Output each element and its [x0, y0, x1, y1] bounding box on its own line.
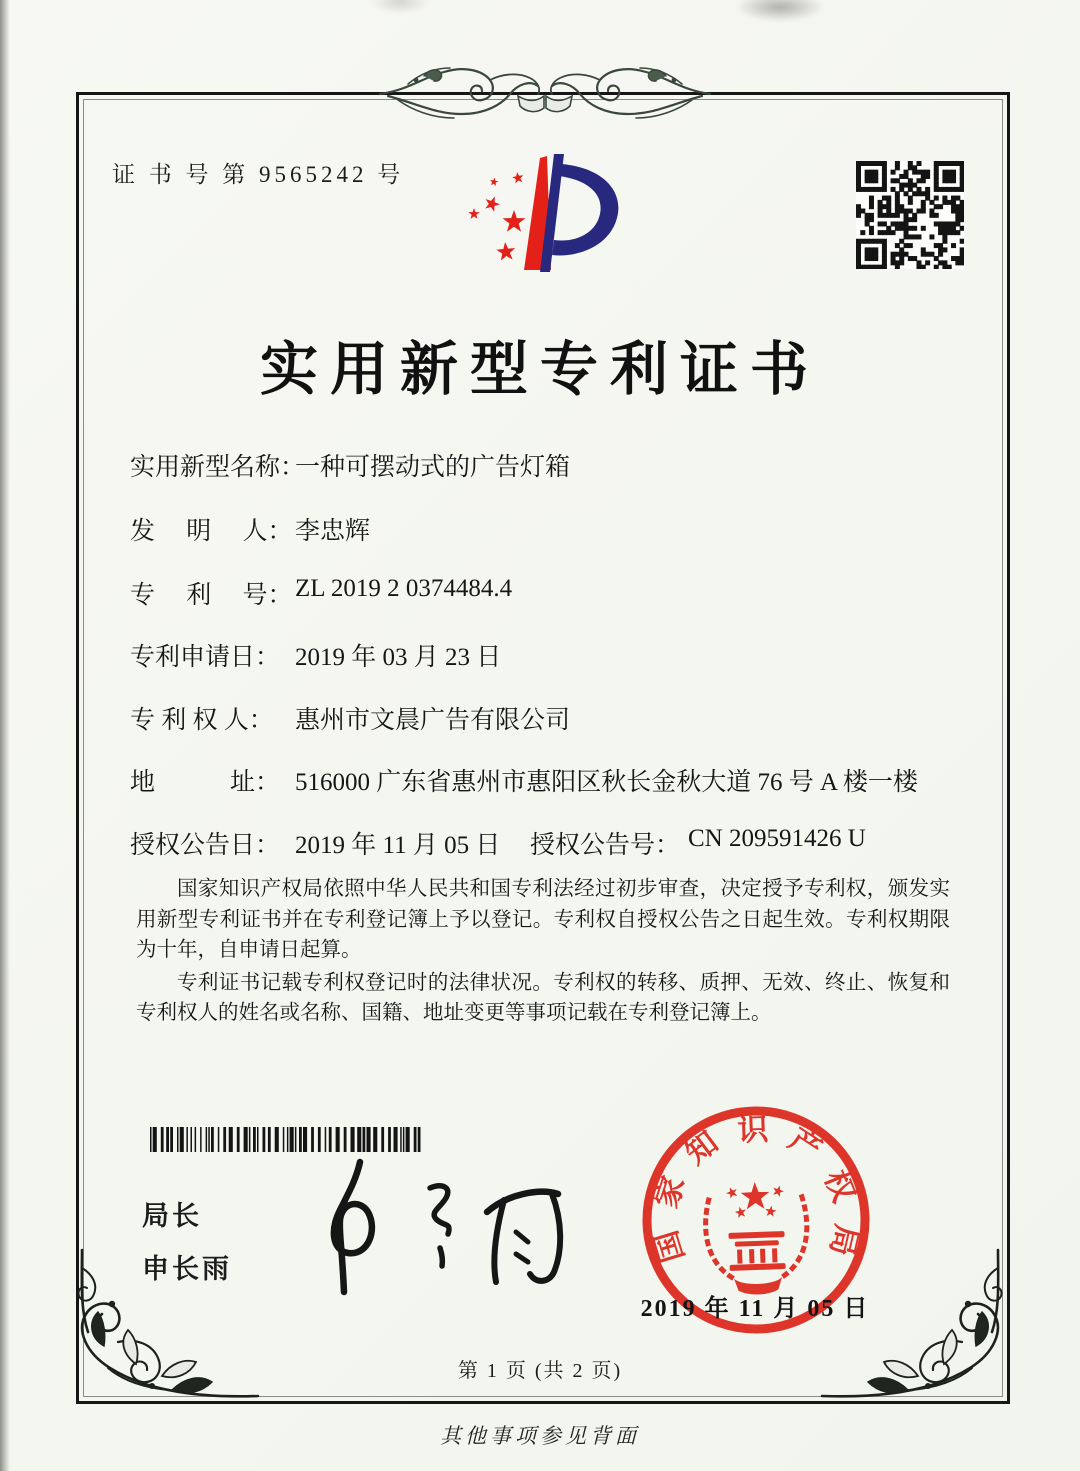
officer-block	[142, 1194, 232, 1286]
svg-text:局: 局	[823, 1221, 865, 1260]
barcode-icon	[150, 1127, 422, 1152]
field-value: 2019 年 03 月 23 日	[295, 644, 502, 671]
field-inventor	[130, 511, 1010, 545]
field-label: 授权公告日：	[130, 832, 281, 859]
field-application-date	[130, 637, 1010, 671]
field-label: 地 址：	[130, 769, 281, 796]
scan-smudge	[735, 0, 825, 22]
field-value: CN 209591426 U	[688, 825, 866, 852]
page-number: 第 1 页 (共 2 页)	[457, 1360, 623, 1382]
certificate-title: 实用新型专利证书	[259, 337, 820, 402]
field-value: 惠州市文晨广告有限公司	[295, 707, 571, 734]
field-label: 实用新型名称：	[130, 454, 306, 481]
field-utility-model-name	[130, 447, 1010, 481]
svg-text:权: 权	[817, 1165, 862, 1208]
officer-title: 局长	[142, 1201, 202, 1231]
scan-edge-shadow	[0, 0, 10, 1471]
seal-date: 2019 年 11 月 05 日	[640, 1296, 870, 1322]
field-patentee	[130, 700, 1010, 734]
scan-smudge	[370, 0, 430, 14]
cnipa-patent-logo-icon	[452, 148, 652, 296]
qr-code-icon	[856, 161, 964, 269]
field-value: 2019 年 11 月 05 日	[295, 832, 501, 859]
field-label: 授权公告号：	[530, 832, 681, 859]
officer-name: 申长雨	[142, 1254, 232, 1284]
handwritten-signature-icon	[282, 1150, 582, 1305]
svg-text:产: 产	[782, 1120, 828, 1168]
field-grant-number	[530, 825, 866, 861]
field-label: 专 利 号：	[130, 582, 293, 609]
legal-paragraph: 专利证书记载专利权登记时的法律状况。专利权的转移、质押、无效、终止、恢复和专利权人的姓名或名称、国籍、地址变更等事项记载在专利登记簿上。	[136, 971, 950, 1024]
svg-text:国: 国	[648, 1226, 691, 1267]
certificate-number: 证 书 号 第 9565242 号	[112, 162, 405, 187]
field-address	[130, 762, 1010, 796]
back-side-note: 其他事项参见背面	[440, 1424, 640, 1448]
field-grant-announcement	[130, 825, 1010, 859]
svg-text:家: 家	[648, 1171, 692, 1213]
field-value: 一种可摆动式的广告灯箱	[295, 454, 571, 481]
field-patent-number	[130, 575, 1010, 609]
svg-text:知: 知	[678, 1124, 725, 1172]
legal-text-block	[136, 874, 950, 1031]
field-value: 516000 广东省惠州市惠阳区秋长金秋大道 76 号 A 楼一楼	[295, 769, 918, 796]
svg-text:识: 识	[736, 1111, 769, 1148]
field-label: 发 明 人：	[130, 518, 293, 545]
legal-paragraph: 国家知识产权局依照中华人民共和国专利法经过初步审查，决定授予专利权，颁发实用新型专利证书并在专利登记簿上予以登记。专利权自授权公告之日起生效。专利权期限为十年，自申请日起算。	[136, 878, 950, 961]
field-value: ZL 2019 2 0374484.4	[295, 575, 513, 602]
field-label: 专 利 权 人：	[130, 707, 274, 734]
field-value: 李忠辉	[295, 518, 371, 545]
dragon-scroll-ornament	[378, 56, 712, 132]
field-label: 专利申请日：	[130, 644, 281, 671]
